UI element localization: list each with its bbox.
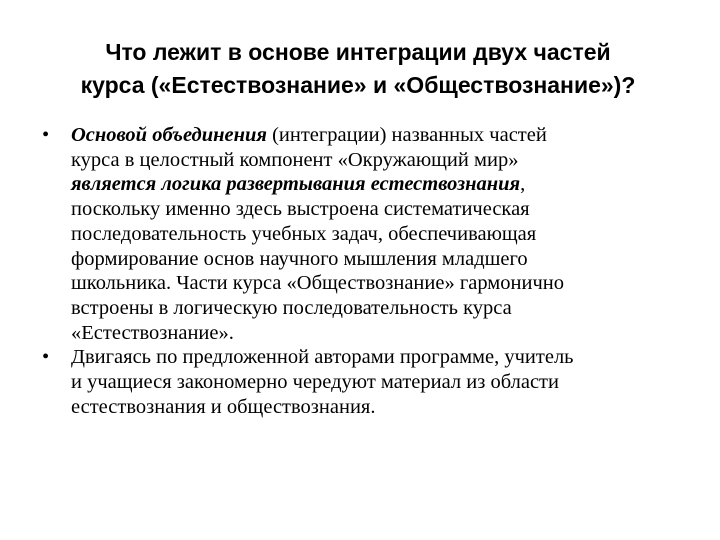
- bullet-1-line-1: [71, 123, 676, 148]
- bullet-2-line-3: естествознания и обществознания.: [71, 395, 376, 418]
- bullet-1-line-7: школьника. Части курса «Обществознание» гармонично: [71, 272, 564, 295]
- title-line-1: Что лежит в основе интеграции двух частей: [105, 39, 611, 65]
- bullet-1-line-5: последовательность учебных задач, обеспечивающая: [71, 222, 537, 245]
- bullet-dot-icon: •: [42, 124, 50, 146]
- bullet-1-line-8: встроены в логическую последовательность курса: [71, 296, 512, 319]
- bullet-1-emphasis-2: является логика развертывания естествознания: [71, 173, 521, 196]
- bullet-list: [40, 123, 676, 419]
- bullet-1-line-1-text: (интеграции) названных частей: [266, 124, 547, 146]
- title-line-2: курса («Естествознание» и «Обществознание»)?: [80, 72, 636, 98]
- bullet-2-line-2: и учащиеся закономерно чередуют материал из области: [71, 371, 559, 394]
- bullet-1-line-9: «Естествознание».: [71, 321, 234, 344]
- bullet-1-line-6: формирование основ научного мышления младшего: [71, 247, 528, 270]
- bullet-1-line-3: [71, 172, 676, 197]
- bullet-item-1: [40, 123, 676, 345]
- bullet-dot-icon: •: [42, 346, 50, 369]
- bullet-1-line-3-text: ,: [520, 173, 526, 196]
- bullet-1-line-2: курса в целостный компонент «Окружающий мир»: [71, 148, 519, 171]
- bullet-1-line-4: поскольку именно здесь выстроена систематическая: [71, 198, 530, 221]
- bullet-item-2: [40, 345, 676, 419]
- bullet-1-emphasis-1: Основой объединения: [71, 124, 267, 146]
- bullet-2-line-1: Двигаясь по предложенной авторами программе, учитель: [71, 346, 574, 369]
- slide-title: [40, 36, 676, 102]
